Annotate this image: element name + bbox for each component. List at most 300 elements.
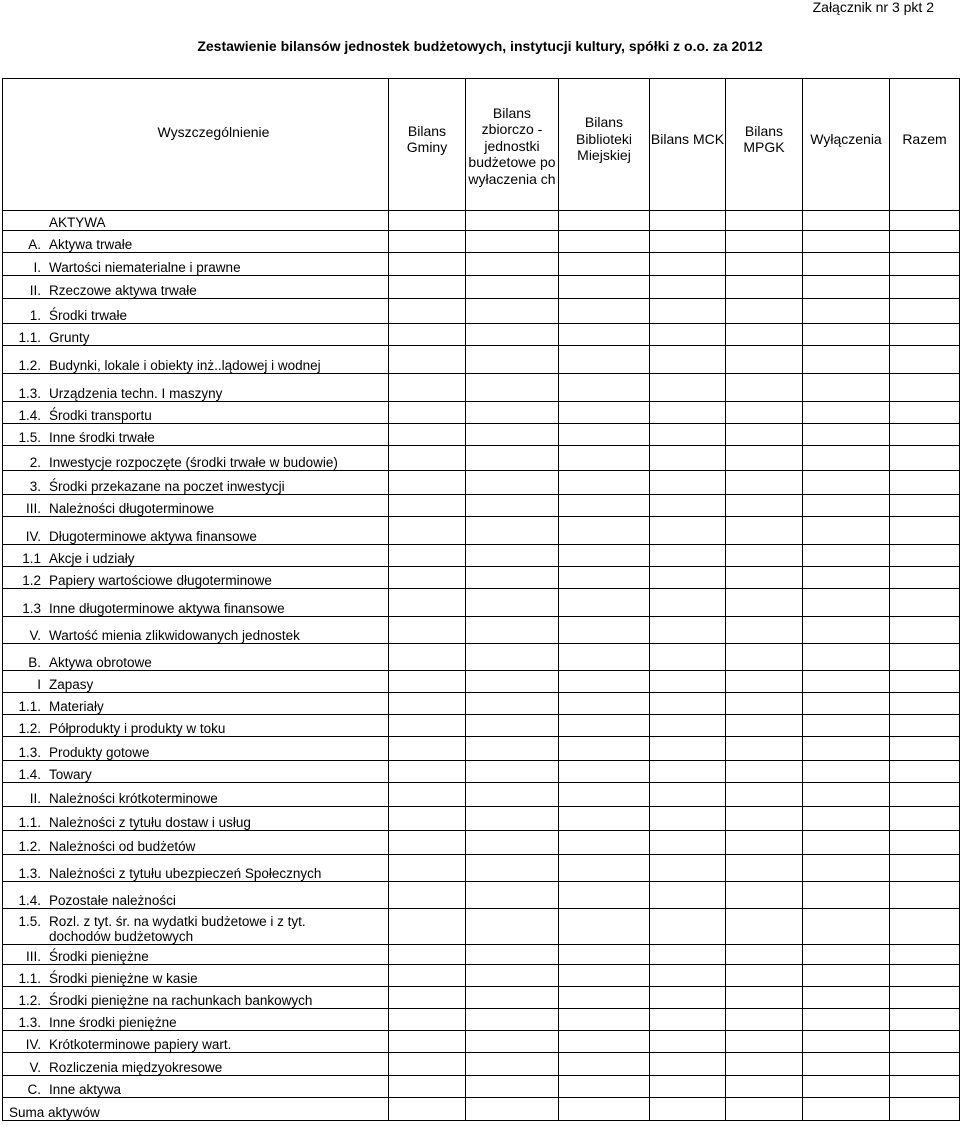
row-spec-cell (3, 1053, 389, 1076)
value-cell[interactable] (389, 589, 466, 617)
value-cell[interactable] (389, 1053, 466, 1076)
value-cell[interactable] (466, 693, 559, 715)
value-cell[interactable] (559, 545, 650, 567)
value-cell[interactable] (726, 644, 803, 671)
row-spec-cell (3, 402, 389, 424)
value-cell[interactable] (466, 324, 559, 346)
value-cell[interactable] (726, 831, 803, 855)
value-cell[interactable] (803, 693, 890, 715)
value-cell[interactable] (726, 761, 803, 783)
value-cell[interactable] (466, 446, 559, 471)
value-cell[interactable] (389, 424, 466, 446)
value-cell[interactable] (466, 807, 559, 831)
value-cell[interactable] (803, 783, 890, 807)
value-cell[interactable] (559, 1076, 650, 1098)
value-cell[interactable] (650, 987, 726, 1009)
value-cell[interactable] (726, 402, 803, 424)
row-code: 1.1. (18, 815, 41, 830)
value-cell[interactable] (726, 495, 803, 517)
value-cell[interactable] (389, 1031, 466, 1053)
value-cell[interactable] (466, 471, 559, 495)
table-row (3, 617, 960, 644)
value-cell[interactable] (890, 987, 960, 1009)
value-cell[interactable] (466, 617, 559, 644)
table-row (3, 1076, 960, 1098)
value-cell[interactable] (559, 231, 650, 253)
value-cell[interactable] (726, 1009, 803, 1031)
value-cell[interactable] (389, 211, 466, 231)
value-cell[interactable] (466, 987, 559, 1009)
value-cell[interactable] (890, 545, 960, 567)
value-cell[interactable] (559, 211, 650, 231)
table-row (3, 276, 960, 299)
value-cell[interactable] (559, 807, 650, 831)
value-cell[interactable] (389, 783, 466, 807)
value-cell[interactable] (803, 909, 890, 945)
value-cell[interactable] (726, 1031, 803, 1053)
value-cell[interactable] (726, 1076, 803, 1098)
value-cell[interactable] (650, 783, 726, 807)
value-cell[interactable] (559, 276, 650, 299)
value-cell[interactable] (726, 693, 803, 715)
value-cell[interactable] (803, 671, 890, 693)
value-cell[interactable] (803, 1076, 890, 1098)
value-cell[interactable] (803, 589, 890, 617)
value-cell[interactable] (559, 253, 650, 276)
value-cell[interactable] (803, 471, 890, 495)
value-cell[interactable] (389, 987, 466, 1009)
value-cell[interactable] (389, 671, 466, 693)
value-cell[interactable] (466, 737, 559, 761)
value-cell[interactable] (559, 346, 650, 374)
value-cell[interactable] (389, 517, 466, 545)
value-cell[interactable] (650, 402, 726, 424)
value-cell[interactable] (890, 253, 960, 276)
value-cell[interactable] (726, 737, 803, 761)
value-cell[interactable] (803, 545, 890, 567)
row-code: V. (29, 628, 41, 643)
value-cell[interactable] (890, 807, 960, 831)
value-cell[interactable] (466, 495, 559, 517)
value-cell[interactable] (650, 346, 726, 374)
value-cell[interactable] (890, 299, 960, 324)
row-label: Środki pieniężne (49, 949, 149, 964)
value-cell[interactable] (389, 644, 466, 671)
value-cell[interactable] (650, 693, 726, 715)
table-row (3, 783, 960, 807)
value-cell[interactable] (803, 715, 890, 737)
value-cell[interactable] (559, 945, 650, 965)
value-cell[interactable] (559, 374, 650, 402)
value-cell[interactable] (650, 965, 726, 987)
value-cell[interactable] (726, 882, 803, 909)
value-cell[interactable] (650, 324, 726, 346)
value-cell[interactable] (803, 253, 890, 276)
table-row (3, 965, 960, 987)
value-cell[interactable] (803, 1053, 890, 1076)
row-code: I (37, 677, 41, 692)
value-cell[interactable] (650, 761, 726, 783)
row-label: Papiery wartościowe długoterminowe (49, 573, 272, 588)
value-cell[interactable] (389, 855, 466, 882)
value-cell[interactable] (466, 374, 559, 402)
value-cell[interactable] (650, 1031, 726, 1053)
value-cell[interactable] (559, 471, 650, 495)
value-cell[interactable] (890, 567, 960, 589)
value-cell[interactable] (389, 545, 466, 567)
value-cell[interactable] (803, 617, 890, 644)
value-cell[interactable] (650, 1053, 726, 1076)
value-cell[interactable] (466, 1053, 559, 1076)
value-cell[interactable] (559, 567, 650, 589)
value-cell[interactable] (559, 1098, 650, 1121)
value-cell[interactable] (803, 324, 890, 346)
value-cell[interactable] (559, 617, 650, 644)
value-cell[interactable] (650, 882, 726, 909)
value-cell[interactable] (466, 1009, 559, 1031)
value-cell[interactable] (726, 471, 803, 495)
value-cell[interactable] (650, 855, 726, 882)
value-cell[interactable] (559, 855, 650, 882)
value-cell[interactable] (726, 855, 803, 882)
value-cell[interactable] (466, 644, 559, 671)
value-cell[interactable] (466, 545, 559, 567)
value-cell[interactable] (726, 446, 803, 471)
value-cell[interactable] (650, 211, 726, 231)
value-cell[interactable] (890, 517, 960, 545)
value-cell[interactable] (726, 374, 803, 402)
row-spec-cell (3, 299, 389, 324)
value-cell[interactable] (726, 945, 803, 965)
value-cell[interactable] (726, 276, 803, 299)
value-cell[interactable] (803, 374, 890, 402)
value-cell[interactable] (803, 211, 890, 231)
value-cell[interactable] (803, 965, 890, 987)
value-cell[interactable] (389, 471, 466, 495)
value-cell[interactable] (389, 761, 466, 783)
value-cell[interactable] (466, 783, 559, 807)
value-cell[interactable] (466, 882, 559, 909)
row-label: Środki trwałe (49, 308, 128, 323)
value-cell[interactable] (726, 1098, 803, 1121)
value-cell[interactable] (890, 965, 960, 987)
value-cell[interactable] (803, 1009, 890, 1031)
value-cell[interactable] (466, 402, 559, 424)
value-cell[interactable] (650, 807, 726, 831)
value-cell[interactable] (389, 231, 466, 253)
value-cell[interactable] (726, 424, 803, 446)
value-cell[interactable] (890, 495, 960, 517)
value-cell[interactable] (803, 231, 890, 253)
value-cell[interactable] (890, 671, 960, 693)
value-cell[interactable] (466, 253, 559, 276)
value-cell[interactable] (803, 495, 890, 517)
value-cell[interactable] (466, 211, 559, 231)
table-row (3, 737, 960, 761)
row-spec-cell (3, 644, 389, 671)
value-cell[interactable] (559, 1031, 650, 1053)
value-cell[interactable] (559, 909, 650, 945)
value-cell[interactable] (890, 589, 960, 617)
value-cell[interactable] (389, 737, 466, 761)
value-cell[interactable] (559, 446, 650, 471)
value-cell[interactable] (890, 471, 960, 495)
value-cell[interactable] (726, 909, 803, 945)
value-cell[interactable] (890, 737, 960, 761)
value-cell[interactable] (559, 324, 650, 346)
value-cell[interactable] (389, 1009, 466, 1031)
value-cell[interactable] (726, 671, 803, 693)
value-cell[interactable] (466, 231, 559, 253)
value-cell[interactable] (726, 567, 803, 589)
value-cell[interactable] (559, 644, 650, 671)
value-cell[interactable] (650, 495, 726, 517)
value-cell[interactable] (466, 346, 559, 374)
value-cell[interactable] (726, 324, 803, 346)
value-cell[interactable] (389, 909, 466, 945)
value-cell[interactable] (803, 276, 890, 299)
value-cell[interactable] (559, 783, 650, 807)
value-cell[interactable] (466, 299, 559, 324)
value-cell[interactable] (803, 807, 890, 831)
value-cell[interactable] (803, 517, 890, 545)
value-cell[interactable] (389, 253, 466, 276)
value-cell[interactable] (559, 495, 650, 517)
value-cell[interactable] (650, 299, 726, 324)
value-cell[interactable] (650, 617, 726, 644)
value-cell[interactable] (389, 1098, 466, 1121)
value-cell[interactable] (559, 715, 650, 737)
value-cell[interactable] (803, 882, 890, 909)
value-cell[interactable] (650, 737, 726, 761)
value-cell[interactable] (466, 831, 559, 855)
value-cell[interactable] (559, 299, 650, 324)
value-cell[interactable] (559, 402, 650, 424)
value-cell[interactable] (389, 402, 466, 424)
value-cell[interactable] (559, 737, 650, 761)
row-spec-cell (3, 589, 389, 617)
value-cell[interactable] (559, 882, 650, 909)
value-cell[interactable] (803, 855, 890, 882)
value-cell[interactable] (726, 987, 803, 1009)
value-cell[interactable] (559, 761, 650, 783)
value-cell[interactable] (389, 276, 466, 299)
value-cell[interactable] (890, 231, 960, 253)
value-cell[interactable] (466, 276, 559, 299)
value-cell[interactable] (726, 807, 803, 831)
value-cell[interactable] (890, 761, 960, 783)
value-cell[interactable] (389, 617, 466, 644)
value-cell[interactable] (389, 807, 466, 831)
value-cell[interactable] (559, 424, 650, 446)
value-cell[interactable] (466, 517, 559, 545)
row-code: 1. (29, 308, 41, 323)
value-cell[interactable] (890, 945, 960, 965)
value-cell[interactable] (466, 424, 559, 446)
value-cell[interactable] (650, 446, 726, 471)
value-cell[interactable] (890, 276, 960, 299)
value-cell[interactable] (726, 1053, 803, 1076)
row-spec-cell (3, 471, 389, 495)
value-cell[interactable] (650, 1076, 726, 1098)
value-cell[interactable] (890, 783, 960, 807)
value-cell[interactable] (650, 231, 726, 253)
value-cell[interactable] (890, 715, 960, 737)
value-cell[interactable] (389, 965, 466, 987)
column-header-mck: Bilans MCK (650, 79, 726, 211)
value-cell[interactable] (803, 737, 890, 761)
row-code: II. (29, 791, 41, 806)
value-cell[interactable] (389, 374, 466, 402)
value-cell[interactable] (559, 517, 650, 545)
value-cell[interactable] (650, 253, 726, 276)
value-cell[interactable] (389, 299, 466, 324)
value-cell[interactable] (726, 211, 803, 231)
value-cell[interactable] (466, 671, 559, 693)
value-cell[interactable] (389, 831, 466, 855)
value-cell[interactable] (890, 374, 960, 402)
value-cell[interactable] (650, 909, 726, 945)
row-code: 1.3. (18, 1015, 41, 1030)
value-cell[interactable] (890, 1031, 960, 1053)
value-cell[interactable] (466, 715, 559, 737)
value-cell[interactable] (890, 1098, 960, 1121)
value-cell[interactable] (890, 831, 960, 855)
value-cell[interactable] (650, 831, 726, 855)
value-cell[interactable] (726, 299, 803, 324)
value-cell[interactable] (650, 1009, 726, 1031)
value-cell[interactable] (466, 589, 559, 617)
value-cell[interactable] (559, 671, 650, 693)
value-cell[interactable] (650, 1098, 726, 1121)
value-cell[interactable] (726, 589, 803, 617)
row-code: IV. (25, 1037, 41, 1052)
value-cell[interactable] (650, 517, 726, 545)
value-cell[interactable] (650, 644, 726, 671)
value-cell[interactable] (803, 831, 890, 855)
value-cell[interactable] (726, 715, 803, 737)
table-row (3, 807, 960, 831)
value-cell[interactable] (650, 589, 726, 617)
value-cell[interactable] (389, 346, 466, 374)
value-cell[interactable] (650, 424, 726, 446)
value-cell[interactable] (466, 1031, 559, 1053)
value-cell[interactable] (803, 1031, 890, 1053)
value-cell[interactable] (389, 945, 466, 965)
value-cell[interactable] (466, 855, 559, 882)
value-cell[interactable] (803, 987, 890, 1009)
value-cell[interactable] (650, 276, 726, 299)
value-cell[interactable] (389, 495, 466, 517)
value-cell[interactable] (559, 589, 650, 617)
value-cell[interactable] (803, 567, 890, 589)
value-cell[interactable] (726, 545, 803, 567)
value-cell[interactable] (466, 945, 559, 965)
table-row (3, 374, 960, 402)
value-cell[interactable] (890, 693, 960, 715)
value-cell[interactable] (726, 783, 803, 807)
value-cell[interactable] (890, 644, 960, 671)
row-code: 1.1. (18, 699, 41, 714)
value-cell[interactable] (803, 402, 890, 424)
value-cell[interactable] (803, 945, 890, 965)
row-label: Inne aktywa (49, 1082, 122, 1097)
value-cell[interactable] (726, 253, 803, 276)
value-cell[interactable] (890, 446, 960, 471)
value-cell[interactable] (389, 882, 466, 909)
value-cell[interactable] (466, 567, 559, 589)
value-cell[interactable] (650, 945, 726, 965)
value-cell[interactable] (389, 446, 466, 471)
row-code: 1.1. (18, 971, 41, 986)
value-cell[interactable] (559, 987, 650, 1009)
value-cell[interactable] (803, 761, 890, 783)
value-cell[interactable] (559, 965, 650, 987)
row-code: A. (28, 237, 41, 252)
value-cell[interactable] (389, 715, 466, 737)
value-cell[interactable] (890, 1076, 960, 1098)
value-cell[interactable] (726, 231, 803, 253)
value-cell[interactable] (559, 831, 650, 855)
value-cell[interactable] (726, 346, 803, 374)
value-cell[interactable] (559, 693, 650, 715)
table-row (3, 402, 960, 424)
value-cell[interactable] (389, 567, 466, 589)
value-cell[interactable] (890, 211, 960, 231)
row-code: 3. (29, 479, 41, 494)
table-row (3, 1031, 960, 1053)
row-spec-cell (3, 446, 389, 471)
value-cell[interactable] (803, 299, 890, 324)
table-row (3, 715, 960, 737)
value-cell[interactable] (890, 346, 960, 374)
value-cell[interactable] (890, 324, 960, 346)
value-cell[interactable] (389, 693, 466, 715)
value-cell[interactable] (726, 617, 803, 644)
value-cell[interactable] (559, 1053, 650, 1076)
value-cell[interactable] (803, 446, 890, 471)
value-cell[interactable] (650, 715, 726, 737)
value-cell[interactable] (466, 1076, 559, 1098)
value-cell[interactable] (650, 374, 726, 402)
value-cell[interactable] (650, 471, 726, 495)
value-cell[interactable] (466, 1098, 559, 1121)
value-cell[interactable] (890, 1009, 960, 1031)
value-cell[interactable] (890, 855, 960, 882)
value-cell[interactable] (466, 909, 559, 945)
value-cell[interactable] (650, 545, 726, 567)
value-cell[interactable] (466, 761, 559, 783)
value-cell[interactable] (650, 567, 726, 589)
value-cell[interactable] (726, 965, 803, 987)
value-cell[interactable] (890, 617, 960, 644)
value-cell[interactable] (650, 671, 726, 693)
value-cell[interactable] (389, 1076, 466, 1098)
value-cell[interactable] (890, 909, 960, 945)
value-cell[interactable] (466, 965, 559, 987)
value-cell[interactable] (726, 517, 803, 545)
value-cell[interactable] (890, 424, 960, 446)
value-cell[interactable] (890, 882, 960, 909)
value-cell[interactable] (803, 424, 890, 446)
value-cell[interactable] (803, 346, 890, 374)
value-cell[interactable] (389, 324, 466, 346)
value-cell[interactable] (803, 644, 890, 671)
value-cell[interactable] (890, 1053, 960, 1076)
value-cell[interactable] (559, 1009, 650, 1031)
value-cell[interactable] (890, 402, 960, 424)
value-cell[interactable] (803, 1098, 890, 1121)
